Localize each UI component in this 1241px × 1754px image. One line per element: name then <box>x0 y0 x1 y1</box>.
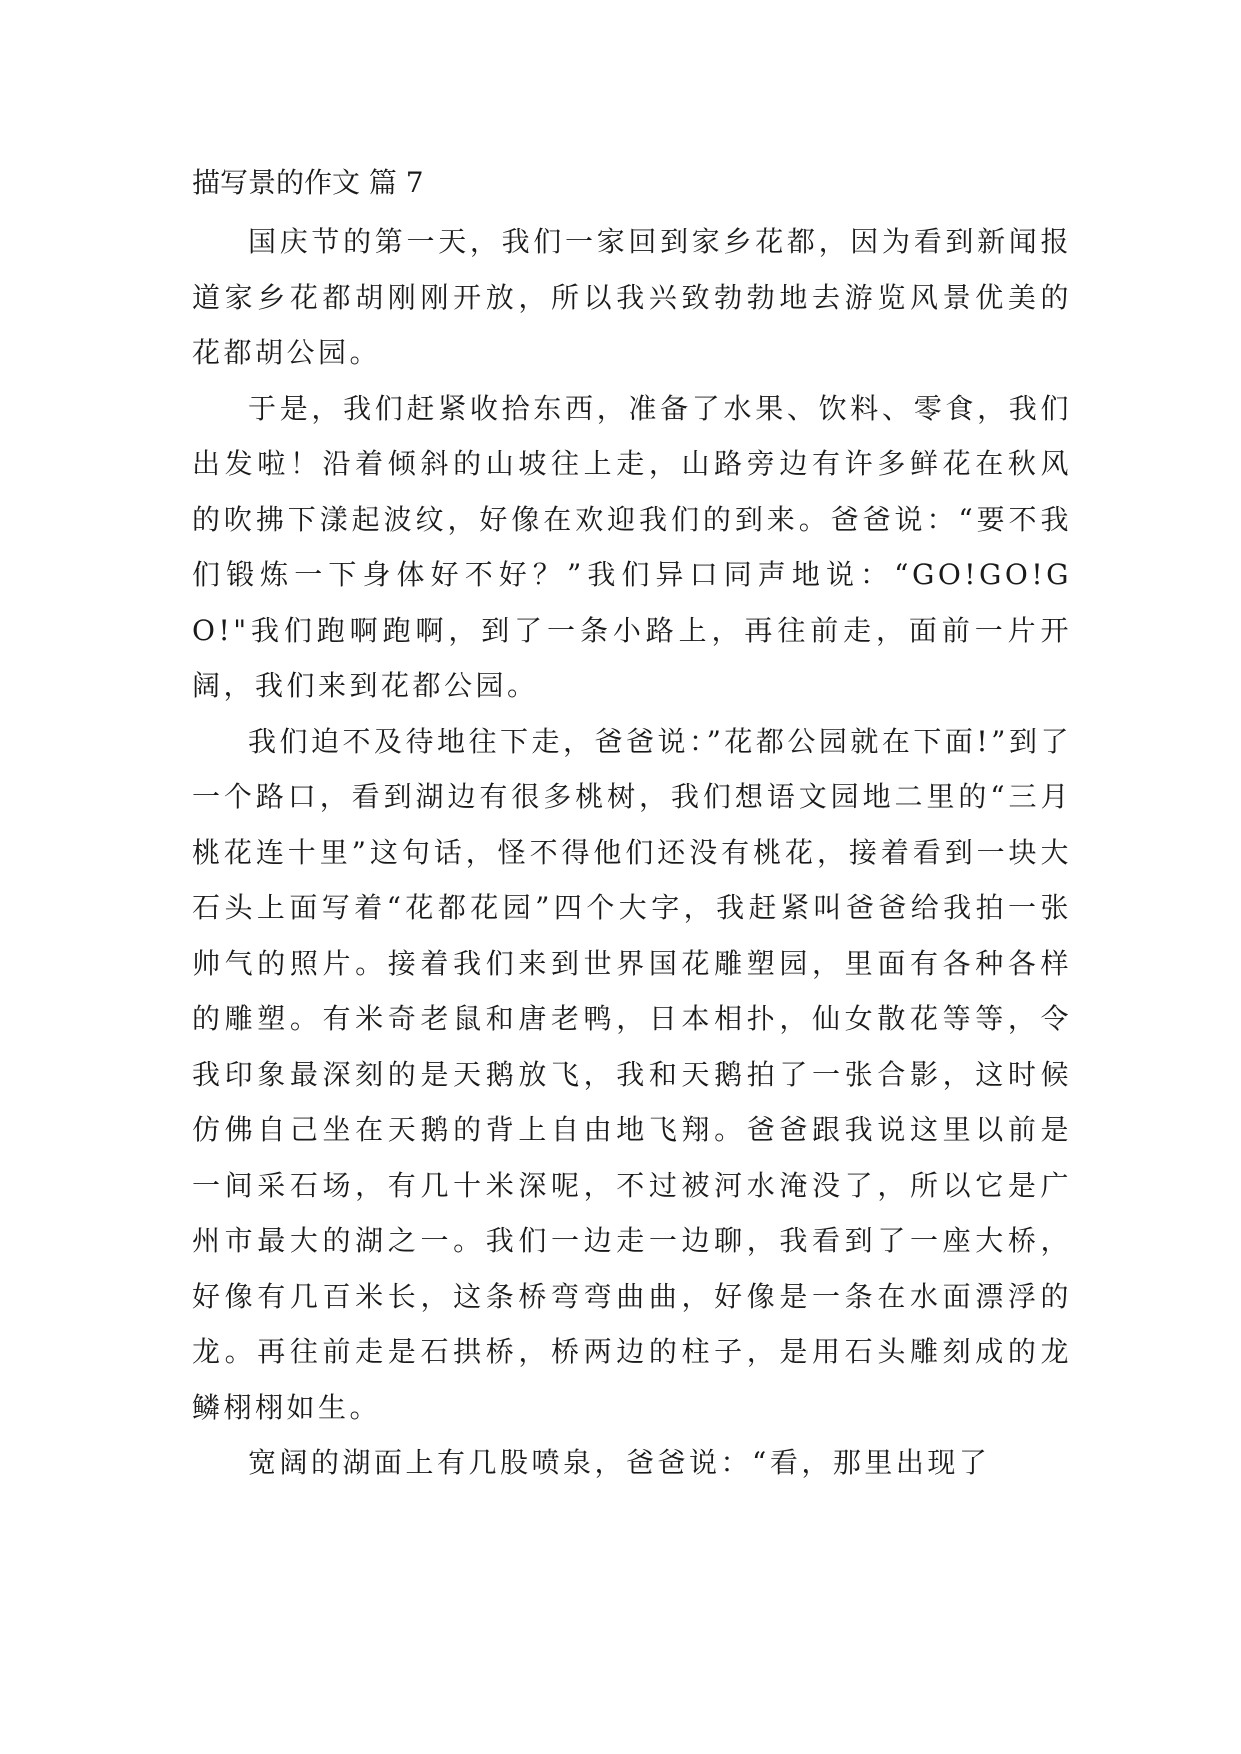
document-body <box>192 162 1072 1491</box>
paragraph: 宽阔的湖面上有几股喷泉，爸爸说：“看，那里出现了 <box>248 1446 991 1479</box>
paragraph: 我们迫不及待地往下走，爸爸说：”花都公园就在下面!”到了一个路口，看到湖边有很多桃树，我们想语文园地二里的“三月桃花连十里”这句话，怪不得他们还没有桃花，接着看到一块大石头上面写着“花都花园”四个大字，我赶紧叫爸爸给我拍一张帅气的照片。接着我们来到世界国花雕塑园，里面有各种各样的雕塑。有米奇老鼠和唐老鸭，日本相扑，仙女散花等等，令我印象最深刻的是天鹅放飞，我和天鹅拍了一张合影，这时候仿佛自己坐在天鹅的背上自由地飞翔。爸爸跟我说这里以前是一间采石场，有几十米深呢，不过被河水淹没了，所以它是广州市最大的湖之一。我们一边走一边聊，我看到了一座大桥，好像有几百米长，这条桥弯弯曲曲，好像是一条在水面漂浮的龙。再往前走是石拱桥，桥两边的柱子，是用石头雕刻成的龙鳞栩栩如生。 <box>192 724 1072 1424</box>
document-title: 描写景的作文 篇 7 <box>192 166 424 199</box>
paragraph: 于是，我们赶紧收拾东西，准备了水果、饮料、零食，我们出发啦！沿着倾斜的山坡往上走，山路旁边有许多鲜花在秋风的吹拂下漾起波纹，好像在欢迎我们的到来。爸爸说：“要不我们锻炼一下身体好不好？”我们异口同声地说：“GO!GO!GO!"我们跑啊跑啊，到了一条小路上，再往前走，面前一片开阔，我们来到花都公园。 <box>192 391 1072 702</box>
paragraph: 国庆节的第一天，我们一家回到家乡花都，因为看到新闻报道家乡花都胡刚刚开放，所以我兴致勃勃地去游览风景优美的花都胡公园。 <box>192 225 1072 369</box>
